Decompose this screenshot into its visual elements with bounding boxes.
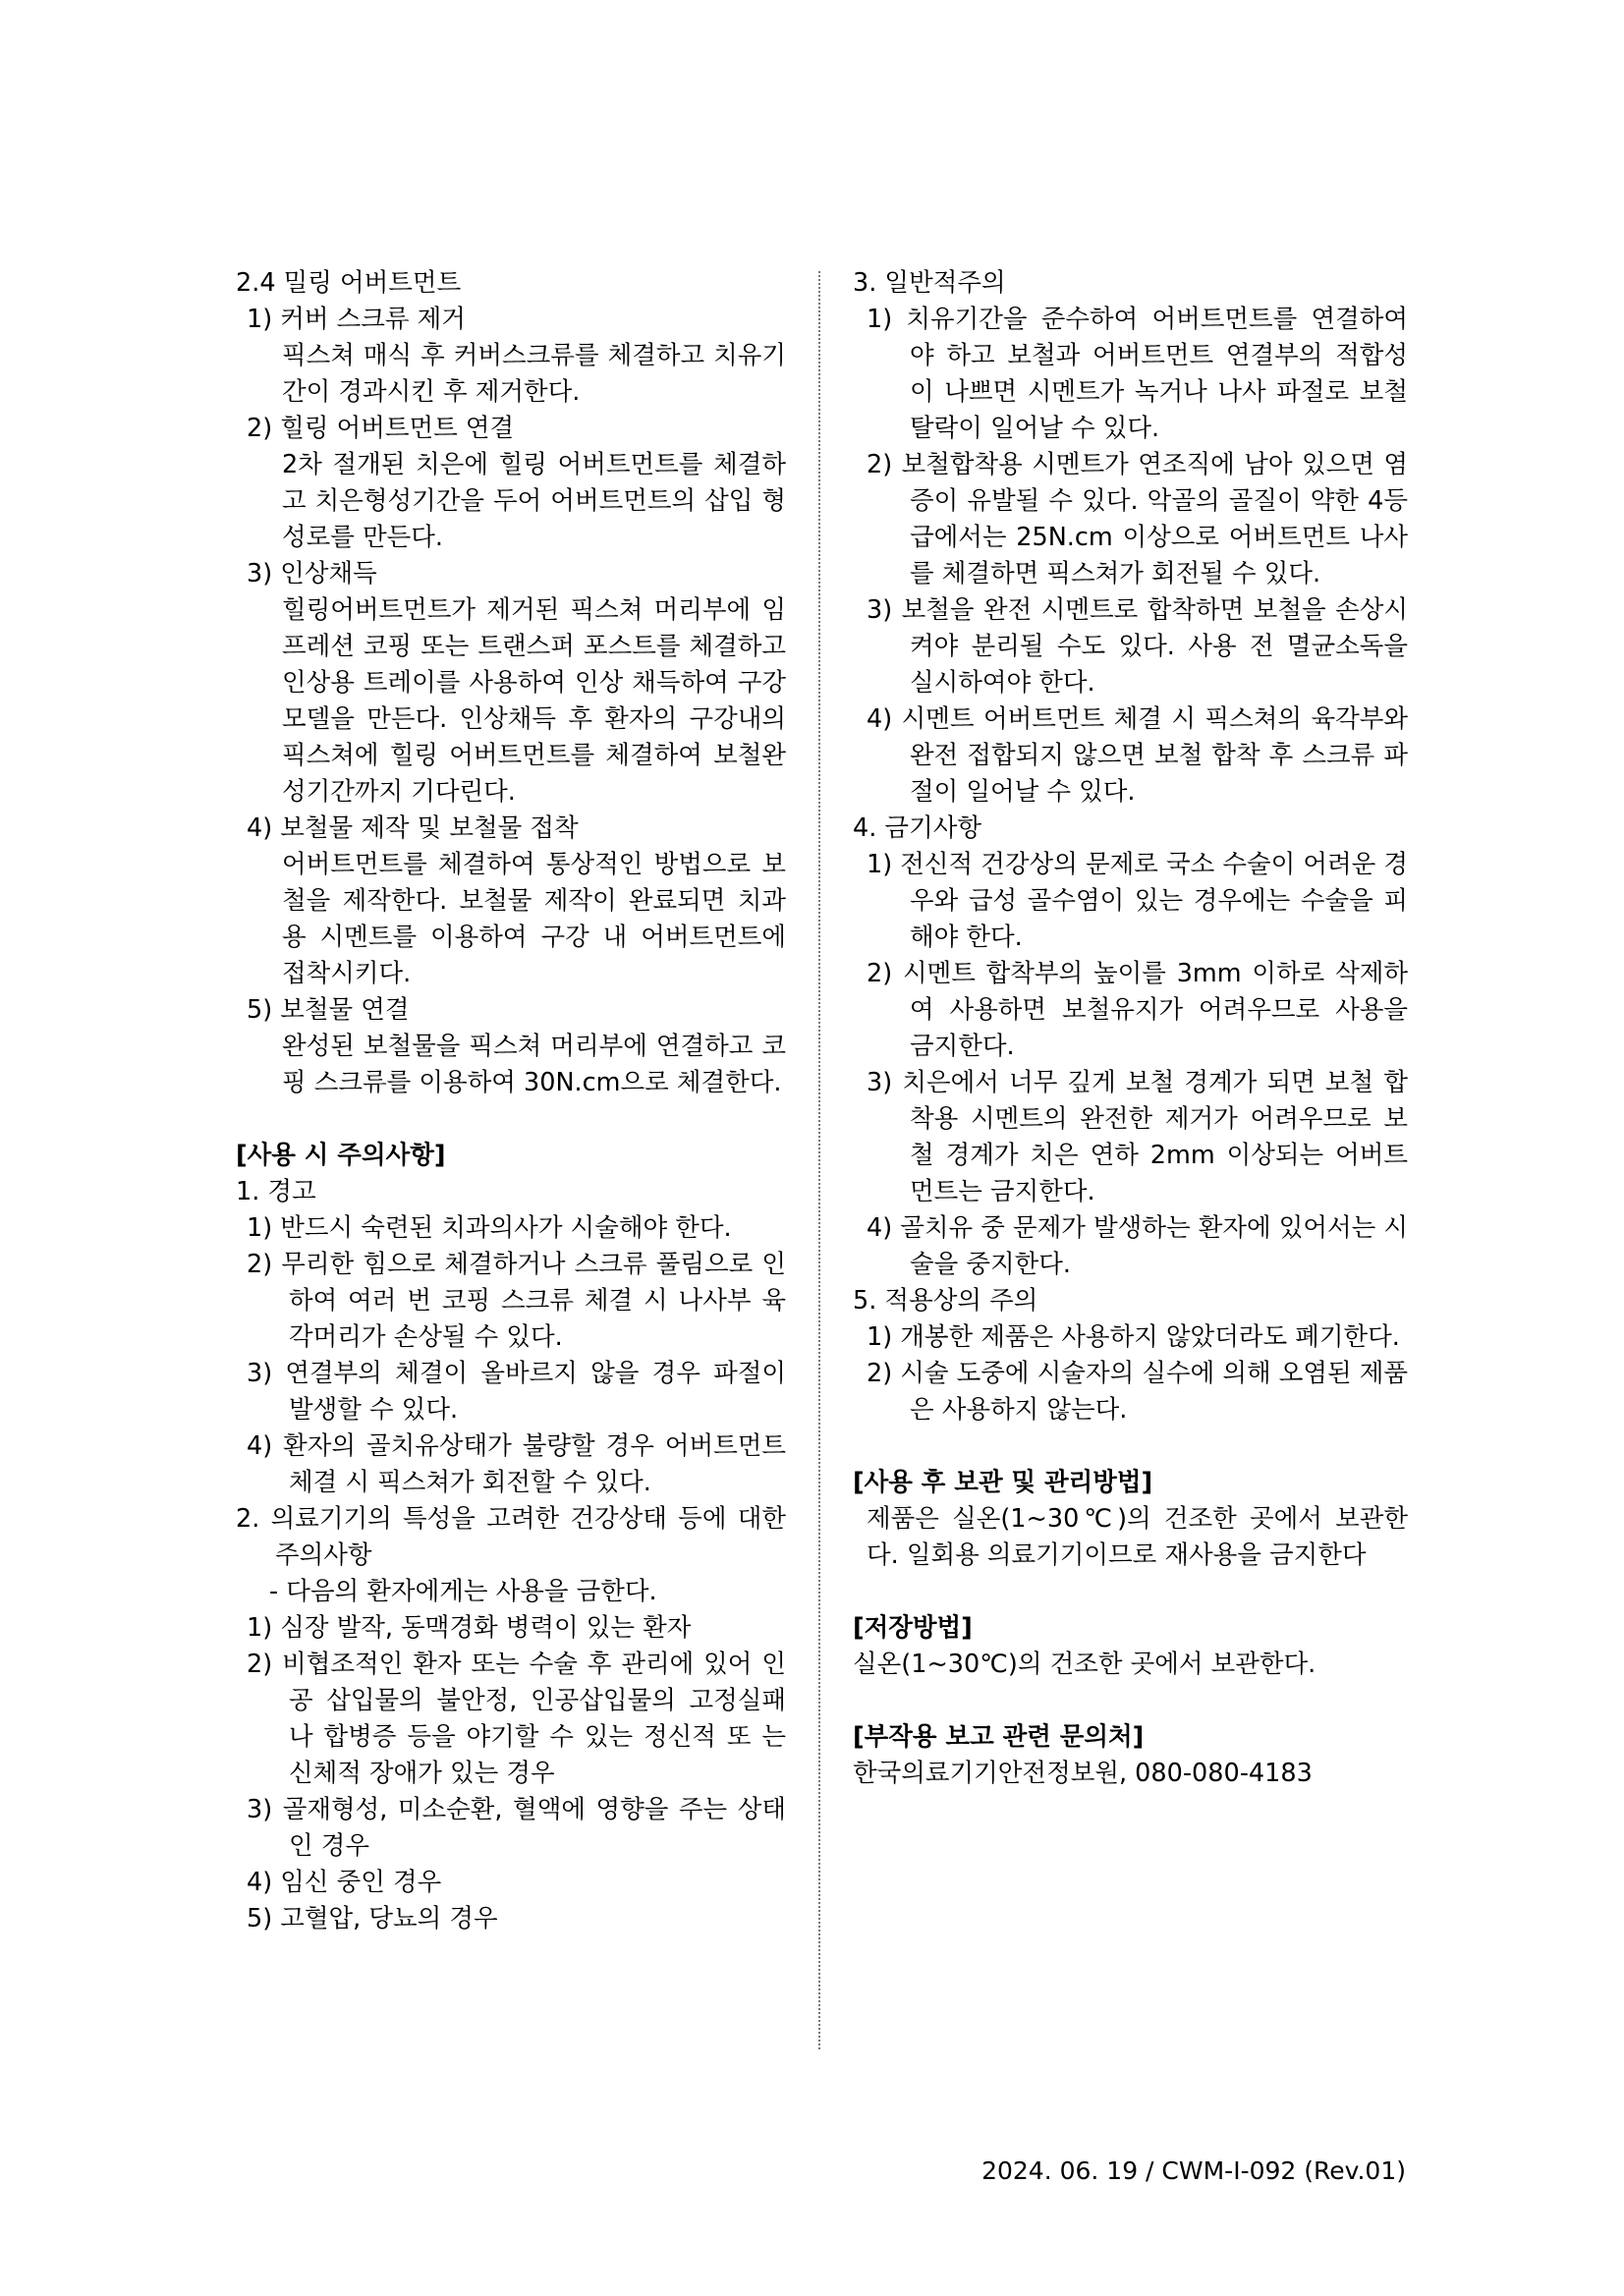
after-use-heading: [사용 후 보관 및 관리방법] [853,1468,1153,1497]
report-text: 한국의료기기안전정보원, 080-080-4183 [853,1759,1313,1788]
storage-text: 실온(1~30℃)의 건조한 곳에서 보관한다. [853,1650,1316,1679]
contra-item-2: 2) 시멘트 합착부의 높이를 3mm 이하로 삭제하여 사용하면 보철유지가 어려우므로 사용을 금지한다. [867,959,1408,1061]
column-divider [818,271,820,2049]
health-item-4: 4) 임신 중인 경우 [247,1868,442,1897]
storage-heading: [저장방법] [853,1613,973,1643]
right-column [853,265,1408,1792]
s24-item-4-label: 4) 보철물 제작 및 보철물 접착 [247,813,579,843]
health-item-5: 5) 고혈압, 당뇨의 경우 [247,1904,498,1933]
s24-item-5-text: 완성된 보철물을 픽스쳐 머리부에 연결하고 코핑 스크류를 이용하여 30N.cm으로 체결한다. [282,1032,786,1097]
s24-item-1-label: 1) 커버 스크류 제거 [247,305,466,334]
warning-item-2: 2) 무리한 힘으로 체결하거나 스크류 풀림으로 인하여 여러 번 코핑 스크류 체결 시 나사부 육각머리가 손상될 수 있다. [247,1250,786,1352]
contra-item-1: 1) 전신적 건강상의 문제로 국소 수술이 어려운 경우와 급성 골수염이 있는 경우에는 수술을 피해야 한다. [867,850,1408,952]
general-item-2: 2) 보철합착용 시멘트가 연조직에 남아 있으면 염증이 유발될 수 있다. 악골의 골질이 약한 4등급에서는 25N.cm 이상으로 어버트먼트 나사를 체결하면 픽스쳐가 회전될 수 있다. [867,450,1408,588]
health-item-3: 3) 골재형성, 미소순환, 혈액에 영향을 주는 상태인 경우 [247,1795,786,1861]
apply-item-1: 1) 개봉한 제품은 사용하지 않았더라도 폐기한다. [867,1322,1400,1352]
s24-item-4-text: 어버트먼트를 체결하여 통상적인 방법으로 보철을 제작한다. 보철물 제작이 완료되면 치과용 시멘트를 이용하여 구강 내 어버트먼트에 접착시키다. [282,850,786,988]
health-item-2: 2) 비협조적인 환자 또는 수술 후 관리에 있어 인공 삽입물의 불안정, 인공삽입물의 고정실패나 합병증 등을 야기할 수 있는 정신적 또 는 신체적 장애가 있는 경우 [247,1650,786,1788]
health-title: 2. 의료기기의 특성을 고려한 건강상태 등에 대한 주의사항 [236,1504,786,1570]
warning-item-1: 1) 반드시 숙련된 치과의사가 시술해야 한다. [247,1213,732,1243]
s24-item-3-text: 힐링어버트먼트가 제거된 픽스쳐 머리부에 임프레션 코핑 또는 트랜스퍼 포스트를 체결하고 인상용 트레이를 사용하여 인상 채득하여 구강모델을 만든다. 인상채득 후 환자의 구강내의 픽스쳐에 힐링 어버트먼트를 체결하여 보철완성기간까지 기다린다. [282,595,786,807]
s24-item-1-text: 픽스쳐 매식 후 커버스크류를 체결하고 치유기간이 경과시킨 후 제거한다. [282,341,786,407]
document-footer: 2024. 06. 19 / CWM-I-092 (Rev.01) [981,2156,1406,2185]
health-dash-note: - 다음의 환자에게는 사용을 금한다. [269,1577,657,1606]
contra-item-4: 4) 골치유 중 문제가 발생하는 환자에 있어서는 시술을 중지한다. [867,1213,1408,1279]
contra-title: 4. 금기사항 [853,813,981,843]
warning-title: 1. 경고 [236,1177,316,1206]
section-2-4-title: 2.4 밀링 어버트먼트 [236,268,462,298]
left-column [236,265,786,1937]
precautions-heading: [사용 시 주의사항] [236,1141,446,1170]
after-use-text: 제품은 실온(1~30℃)의 건조한 곳에서 보관한다. 일회용 의료기기이므로 재사용을 금지한다 [867,1504,1408,1570]
apply-title: 5. 적용상의 주의 [853,1286,1038,1316]
apply-item-2: 2) 시술 도중에 시술자의 실수에 의해 오염된 제품은 사용하지 않는다. [867,1359,1408,1425]
warning-item-4: 4) 환자의 골치유상태가 불량할 경우 어버트먼트 체결 시 픽스쳐가 회전할 수 있다. [247,1431,786,1497]
s24-item-5-label: 5) 보철물 연결 [247,995,410,1025]
report-heading: [부작용 보고 관련 문의처] [853,1722,1145,1752]
health-item-1: 1) 심장 발작, 동맥경화 병력이 있는 환자 [247,1613,692,1643]
general-title: 3. 일반적주의 [853,268,1006,298]
warning-item-3: 3) 연결부의 체결이 올바르지 않을 경우 파절이 발생할 수 있다. [247,1359,786,1425]
contra-item-3: 3) 치은에서 너무 깊게 보철 경계가 되면 보철 합착용 시멘트의 완전한 제거가 어려우므로 보철 경계가 치은 연하 2mm 이상되는 어버트먼트는 금지한다. [867,1068,1408,1206]
s24-item-2-label: 2) 힐링 어버트먼트 연결 [247,414,515,443]
s24-item-3-label: 3) 인상채득 [247,559,377,588]
general-item-4: 4) 시멘트 어버트먼트 체결 시 픽스쳐의 육각부와 완전 접합되지 않으면 보철 합착 후 스크류 파절이 일어날 수 있다. [867,704,1408,807]
s24-item-2-text: 2차 절개된 치은에 힐링 어버트먼트를 체결하고 치은형성기간을 두어 어버트먼트의 삽입 형성로를 만든다. [282,450,786,552]
general-item-1: 1) 치유기간을 준수하여 어버트먼트를 연결하여야 하고 보철과 어버트먼트 연결부의 적합성이 나쁘면 시멘트가 녹거나 나사 파절로 보철탈락이 일어날 수 있다. [867,305,1408,443]
general-item-3: 3) 보철을 완전 시멘트로 합착하면 보철을 손상시켜야 분리될 수도 있다. 사용 전 멸균소독을 실시하여야 한다. [867,595,1408,698]
